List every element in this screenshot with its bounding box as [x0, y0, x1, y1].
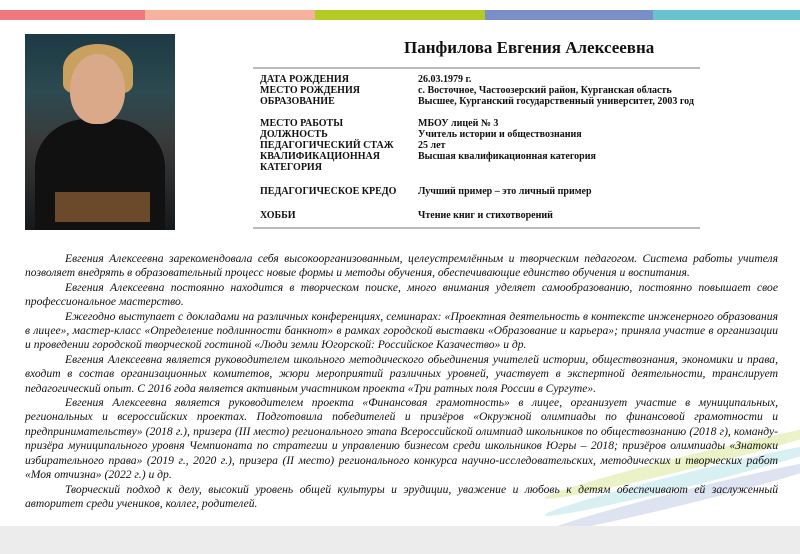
- label-position: ДОЛЖНОСТЬ: [260, 129, 328, 140]
- paragraph: Евгения Алексеевна зарекомендовала себя высокоорганизованным, целеустремлённым и творческим педагогом. Система работы учителя позволяет внедрять в образовательный процесс новые формы и методы обучения, обеспечивающие единство обучения и воспитания.: [25, 252, 778, 280]
- paragraph: Творческий подход к делу, высокий уровень общей культуры и эрудиции, уважение и любовь к детям обеспечивают ей заслуженный авторитет среди учеников, коллег, родителей.: [25, 482, 778, 510]
- decor-stripe-1: [0, 10, 145, 20]
- paragraph: Ежегодно выступает с докладами на различных конференциях, семинарах: «Проектная деятельность в контексте инженерного образования в лицее», мастер-класс «Определение подлинности банкнот» в рамках городской выставки «Образование и карьера»; приняла участие в организации и проведении городской творческой гостиной «Люди земли Югорской: Российское Казачество» и др.: [25, 309, 778, 352]
- paragraph: Евгения Алексеевна является руководителем проекта «Финансовая грамотность» в лицее, организует участие в муниципальных, региональных и всероссийских проектах. Подготовила победителей и призёров «Окружной олимпиады по финансовой грамотности и предпринимательству» (2018 г.), призера (III место) регионального этапа Всероссийской олимпиад школьников по обществознанию (2018 г), команду-призёра муниципального уровня Чемпионата по стратегии и управлению бизнесом среди школьников Югры – 2018; призёров олимпиады «Знатоки избирательного права» (2019 г., 2020 г.), призера (II место) регионального конкурса научно-исследовательских, методических и творческих работ «Моя отчизна» (2022 г.) и др.: [25, 396, 778, 482]
- portrait-photo: [25, 34, 175, 230]
- decor-stripe-5: [653, 10, 800, 20]
- paragraph: Евгения Алексеевна является руководителем школьного методического обьединения учителей истории, обществознания, экономики и права, входит в состав организационных комитетов, жюри мероприятий различных уровней, участвует в экспертной деятельности, транслирует педагогический опыт. С 2016 года является активным участником проекта «Три ратных поля России в Сургуте».: [25, 352, 778, 395]
- paragraph: Евгения Алексеевна постоянно находится в творческом поиске, много внимания уделяет самообразованию, постоянно повышает свое профессиональное мастерство.: [25, 280, 778, 309]
- decor-stripe-3: [315, 10, 485, 20]
- label-birthplace: МЕСТО РОЖДЕНИЯ: [260, 85, 360, 96]
- value-experience: 25 лет: [418, 140, 446, 151]
- chessboard: [55, 192, 150, 222]
- value-birthdate: 26.03.1979 г.: [418, 74, 472, 85]
- value-education: Высшее, Курганский государственный университет, 2003 год: [418, 96, 694, 107]
- label-education: ОБРАЗОВАНИЕ: [260, 96, 335, 107]
- decor-stripe-4: [485, 10, 653, 20]
- top-divider: [253, 67, 700, 69]
- person-name: Панфилова Евгения Алексеевна: [404, 38, 655, 57]
- bottom-divider: [253, 227, 700, 229]
- label-hobby: ХОББИ: [260, 210, 296, 221]
- value-workplace: МБОУ лицей № 3: [418, 118, 499, 129]
- label-workplace: МЕСТО РАБОТЫ: [260, 118, 344, 129]
- decor-stripe-2: [145, 10, 315, 20]
- value-hobby: Чтение книг и стихотворений: [418, 210, 553, 221]
- value-birthplace: с. Восточное, Частоозерский район, Курганская область: [418, 85, 672, 96]
- label-birthdate: ДАТА РОЖДЕНИЯ: [260, 74, 349, 85]
- label-credo: ПЕДАГОГИЧЕСКОЕ КРЕДО: [260, 186, 397, 197]
- value-category: Высшая квалификационная категория: [418, 151, 596, 162]
- label-category: КВАЛИФИКАЦИОННАЯ КАТЕГОРИЯ: [260, 151, 380, 173]
- value-position: Учитель истории и обществознания: [418, 129, 582, 140]
- value-credo: Лучший пример – это личный пример: [418, 186, 592, 197]
- label-experience: ПЕДАГОГИЧЕСКИЙ СТАЖ: [260, 140, 394, 151]
- biography-text: [25, 252, 778, 511]
- footer-band: [0, 526, 800, 554]
